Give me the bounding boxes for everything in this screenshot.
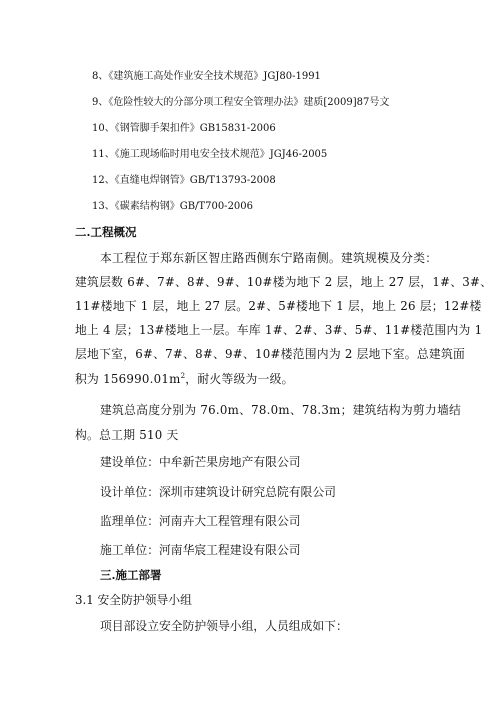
supervision-unit: 监理单位：河南卉大工程管理有限公司 [100, 514, 301, 528]
fire-rating-text: ，耐火等级为一级。 [185, 372, 294, 386]
paragraph-line: 本工程位于郑东新区智庄路西侧东宁路南侧。建筑规模及分类： [100, 251, 438, 265]
area-text: 积为 156990.01m [75, 372, 181, 386]
section-heading-project-overview: 二.工程概况 [75, 225, 137, 239]
paragraph-line: 层地下室，6#、7#、8#、9#、10#楼范围内为 2 层地下室。总建筑面 [75, 347, 466, 361]
reference-item-13: 13、《碳素结构钢》GB/T700-2006 [92, 201, 254, 212]
reference-item-10: 10、《钢管脚手架扣件》GB15831-2006 [92, 123, 276, 134]
paragraph-line: 构。总工期 510 天 [75, 428, 179, 442]
reference-item-11: 11、《施工现场临时用电安全技术规范》JGJ46-2005 [92, 149, 328, 160]
sub-heading-safety-group: 3.1 安全防护领导小组 [75, 593, 192, 607]
paragraph-line: 建筑层数 6#、7#、8#、9#、10#楼为地下 2 层，地上 27 层，1#、3#、 [75, 275, 493, 289]
paragraph-line: 建筑总高度分别为 76.0m、78.0m、78.3m；建筑结构为剪力墙结 [100, 403, 462, 417]
paragraph-line: 11#楼地下 1 层，地上 27 层。2#、5#楼地下 1 层，地上 26 层；12#楼 [75, 299, 482, 313]
paragraph-line: 地上 4 层；13#楼地上一层。车库 1#、2#、3#、5#、11#楼范围内为 1 [75, 323, 483, 337]
section-heading-deployment: 三.施工部署 [100, 568, 162, 582]
reference-item-9: 9、《危险性较大的分部分项工程安全管理办法》建质[2009]87号文 [92, 97, 390, 108]
area-unit-superscript: 2 [180, 372, 186, 381]
safety-group-intro: 项目部设立安全防护领导小组，人员组成如下： [100, 619, 348, 633]
reference-item-12: 12、《直缝电焊钢管》GB/T13793-2008 [92, 175, 276, 186]
contractor-unit: 施工单位：河南华宸工程建设有限公司 [100, 543, 301, 557]
design-unit: 设计单位：深圳市建筑设计研究总院有限公司 [100, 485, 336, 499]
paragraph-line-area [75, 370, 294, 387]
construction-unit: 建设单位：中牟新芒果房地产有限公司 [100, 455, 301, 469]
reference-item-8: 8、《建筑施工高处作业安全技术规范》JGJ80-1991 [92, 71, 321, 82]
